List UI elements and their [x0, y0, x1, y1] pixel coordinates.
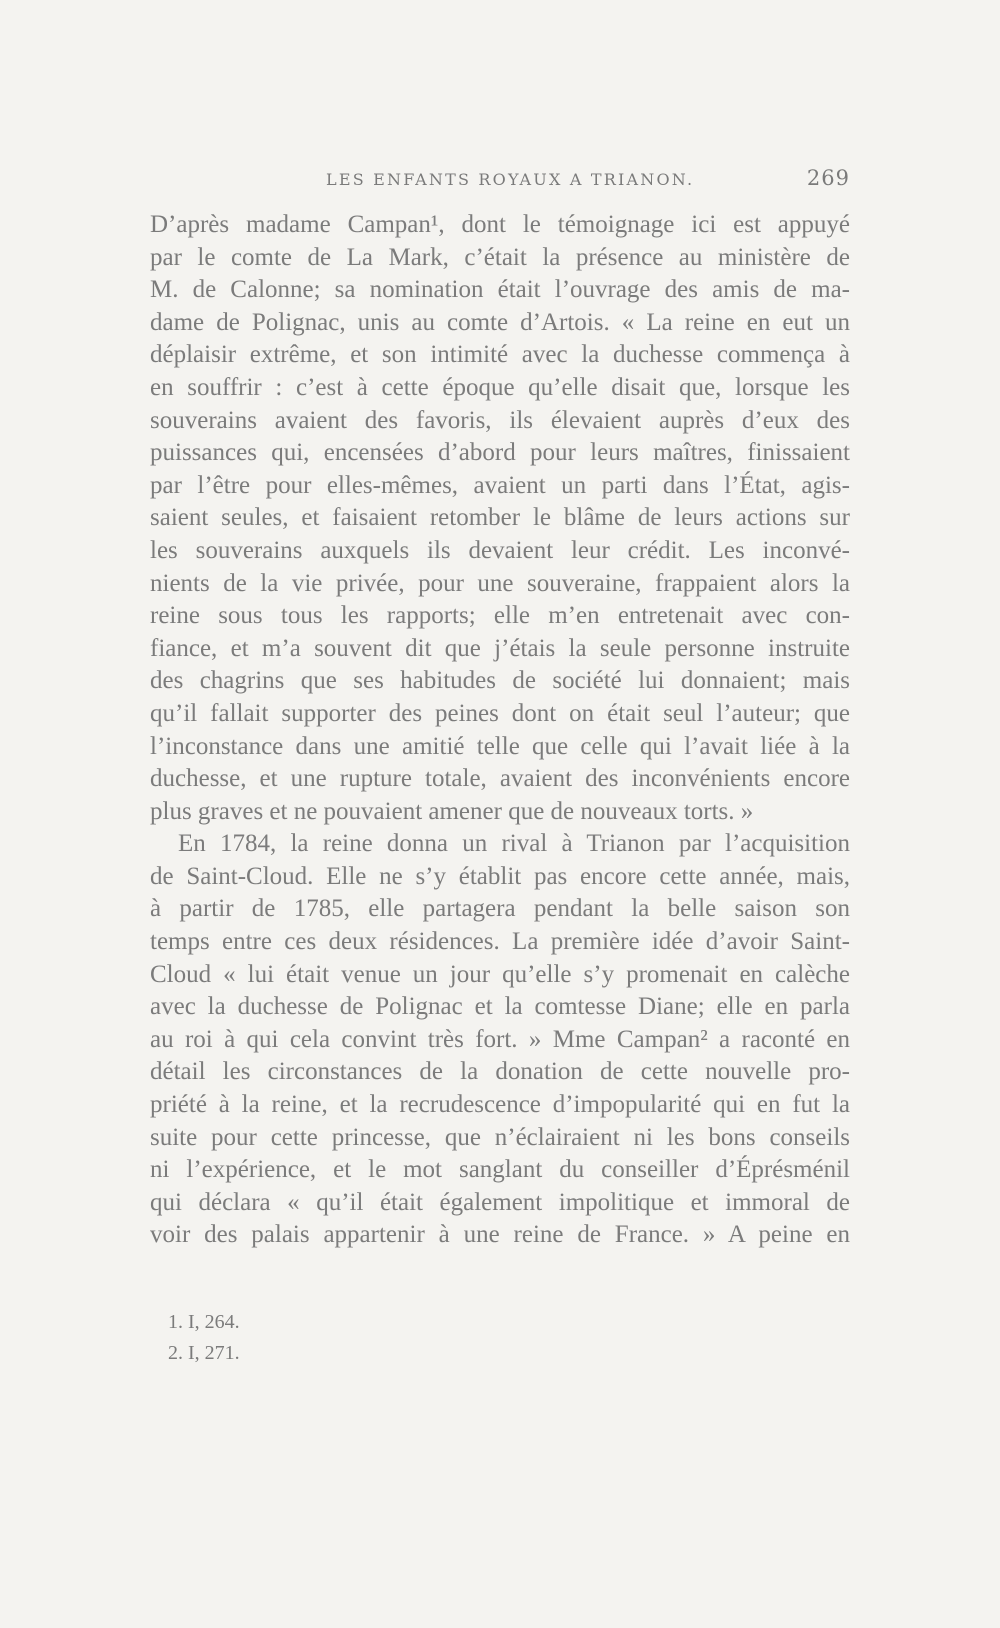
text-line: détail les circonstances de la donation de cette nouvelle pro-: [150, 1058, 850, 1086]
text-line: puissances qui, encensées d’abord pour leurs maîtres, finissaient: [150, 439, 850, 467]
page-number: 269: [806, 166, 850, 190]
body-text: [150, 209, 850, 1252]
text-line: des chagrins que ses habitudes de société lui donnaient; mais: [150, 667, 850, 695]
text-line: priété à la reine, et la recrudescence d’impopularité qui en fut la: [150, 1091, 850, 1119]
text-line: les souverains auxquels ils devaient leur crédit. Les inconvé-: [150, 536, 850, 564]
footnote: 2. I, 271.: [168, 1342, 240, 1364]
text-line: l’inconstance dans une amitié telle que celle qui l’avait liée à la: [150, 732, 850, 760]
text-line: temps entre ces deux résidences. La première idée d’avoir Saint-: [150, 928, 850, 956]
text-line: En 1784, la reine donna un rival à Trianon par l’acquisition: [178, 830, 850, 858]
text-line: fiance, et m’a souvent dit que j’étais la seule personne instruite: [150, 634, 850, 662]
text-line: qu’il fallait supporter des peines dont on était seul l’auteur; que: [150, 699, 850, 727]
text-line: dame de Polignac, unis au comte d’Artois. « La reine en eut un: [150, 308, 850, 336]
text-line: M. de Calonne; sa nomination était l’ouvrage des amis de ma-: [150, 276, 850, 304]
footnote: 1. I, 264.: [168, 1311, 240, 1333]
text-line: nients de la vie privée, pour une souveraine, frappaient alors la: [150, 569, 850, 597]
text-line: à partir de 1785, elle partagera pendant la belle saison son: [150, 895, 850, 923]
text-line: duchesse, et une rupture totale, avaient des inconvénients encore: [150, 765, 850, 793]
text-line: ni l’expérience, et le mot sanglant du conseiller d’Éprésménil: [150, 1156, 850, 1184]
running-title: LES ENFANTS ROYAUX A TRIANON.: [326, 170, 695, 189]
running-head: [150, 166, 850, 196]
text-line: suite pour cette princesse, que n’éclairaient ni les bons conseils: [150, 1123, 850, 1151]
text-line: en souffrir : c’est à cette époque qu’elle disait que, lorsque les: [150, 373, 850, 401]
footnotes: [168, 1307, 468, 1369]
text-line: saient seules, et faisaient retomber le blâme de leurs actions sur: [150, 504, 850, 532]
text-line: qui déclara « qu’il était également impolitique et immoral de: [150, 1188, 850, 1216]
text-line: Cloud « lui était venue un jour qu’elle s’y promenait en calèche: [150, 960, 850, 988]
text-line: voir des palais appartenir à une reine de France. » A peine en: [150, 1221, 850, 1249]
text-line: par l’être pour elles-mêmes, avaient un parti dans l’État, agis-: [150, 471, 850, 499]
text-line: avec la duchesse de Polignac et la comtesse Diane; elle en parla: [150, 993, 850, 1021]
text-line: au roi à qui cela convint très fort. » Mme Campan² a raconté en: [150, 1025, 850, 1053]
text-line: par le comte de La Mark, c’était la présence au ministère de: [150, 243, 850, 271]
text-line: souverains avaient des favoris, ils élevaient auprès d’eux des: [150, 406, 850, 434]
text-line: plus graves et ne pouvaient amener que de nouveaux torts. »: [150, 797, 754, 825]
text-line: déplaisir extrême, et son intimité avec la duchesse commença à: [150, 341, 850, 369]
text-line: de Saint-Cloud. Elle ne s’y établit pas encore cette année, mais,: [150, 862, 850, 890]
text-line: reine sous tous les rapports; elle m’en entretenait avec con-: [150, 602, 850, 630]
text-line: D’après madame Campan¹, dont le témoignage ici est appuyé: [150, 211, 850, 238]
